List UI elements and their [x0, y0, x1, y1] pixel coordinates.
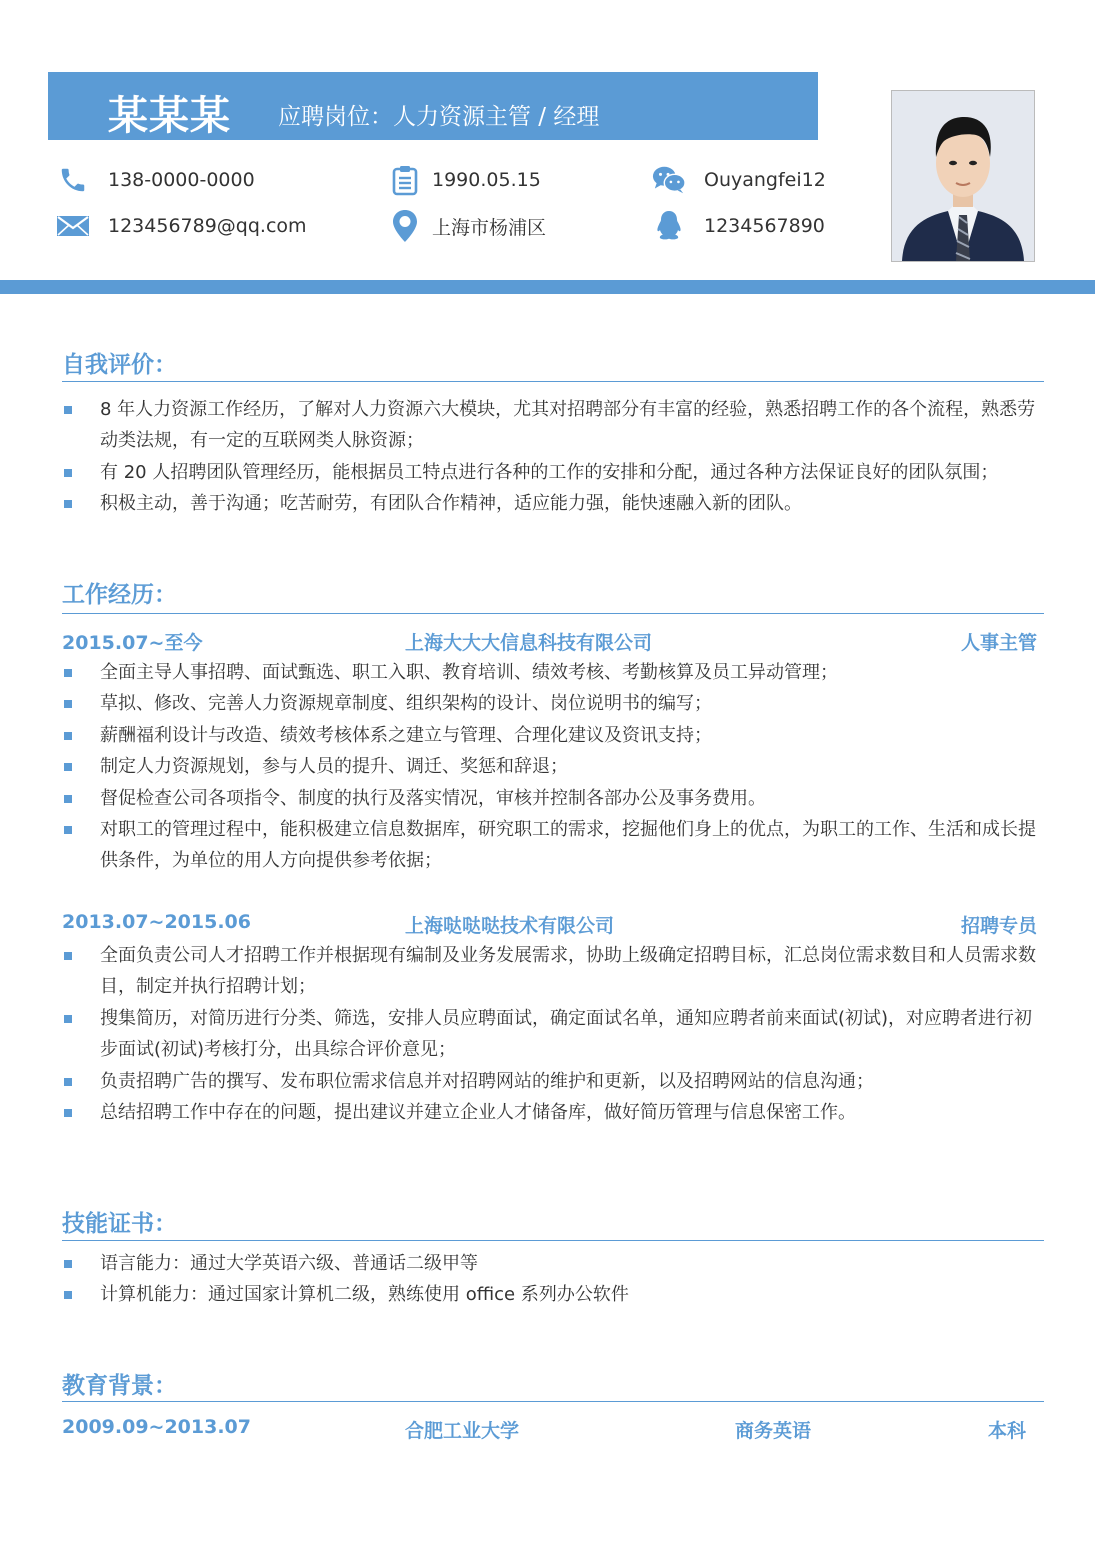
birthday-value: 1990.05.15 — [432, 169, 541, 191]
list-item: 全面主导人事招聘、面试甄选、职工入职、教育培训、绩效考核、考勤核算及员工异动管理； — [62, 657, 1047, 688]
job-1-duties — [62, 657, 1047, 877]
education-row — [62, 1416, 1037, 1442]
section-divider — [62, 613, 1044, 614]
phone-icon — [56, 163, 90, 197]
education-school: 合肥工业大学 — [405, 1420, 520, 1442]
wechat-icon — [652, 163, 686, 197]
skills-list — [62, 1248, 1047, 1311]
job-period: 2013.07~2015.06 — [62, 911, 251, 933]
list-item: 负责招聘广告的撰写、发布职位需求信息并对招聘网站的维护和更新，以及招聘网站的信息沟通； — [62, 1066, 1047, 1097]
list-item: 总结招聘工作中存在的问题，提出建议并建立企业人才储备库，做好简历管理与信息保密工作。 — [62, 1097, 1047, 1128]
list-item: 有 20 人招聘团队管理经历，能根据员工特点进行各种的工作的安排和分配，通过各种方法保证良好的团队氛围； — [62, 457, 1047, 488]
section-title-work-experience: 工作经历： — [62, 582, 177, 608]
mail-icon — [56, 209, 90, 243]
section-title-self-evaluation: 自我评价： — [62, 352, 177, 378]
contact-location — [388, 209, 546, 243]
applied-position: 应聘岗位：人力资源主管 / 经理 — [278, 104, 600, 130]
contact-email — [56, 209, 307, 243]
list-item: 全面负责公司人才招聘工作并根据现有编制及业务发展需求，协助上级确定招聘目标，汇总岗位需求数目和人员需求数目，制定并执行招聘计划； — [62, 940, 1047, 1003]
list-item: 对职工的管理过程中，能积极建立信息数据库，研究职工的需求，挖掘他们身上的优点，为职工的工作、生活和成长提供条件，为单位的用人方向提供参考依据； — [62, 814, 1047, 877]
candidate-name: 某某某 — [108, 93, 231, 139]
contact-wechat — [652, 163, 826, 197]
job-header-1 — [62, 628, 1037, 654]
job-period: 2015.07~至今 — [62, 632, 203, 654]
list-item: 积极主动，善于沟通；吃苦耐劳，有团队合作精神，适应能力强，能快速融入新的团队。 — [62, 488, 1047, 519]
email-value: 123456789@qq.com — [108, 215, 307, 237]
list-item: 搜集简历，对简历进行分类、筛选，安排人员应聘面试，确定面试名单，通知应聘者前来面试(初试)，对应聘者进行初步面试(初试)考核打分，出具综合评价意见； — [62, 1003, 1047, 1066]
list-item: 草拟、修改、完善人力资源规章制度、组织架构的设计、岗位说明书的编写； — [62, 688, 1047, 719]
location-pin-icon — [388, 209, 422, 243]
list-item: 督促检查公司各项指令、制度的执行及落实情况，审核并控制各部办公及事务费用。 — [62, 783, 1047, 814]
list-item: 制定人力资源规划，参与人员的提升、调迁、奖惩和辞退； — [62, 751, 1047, 782]
contact-phone — [56, 163, 255, 197]
qq-value: 1234567890 — [704, 215, 825, 237]
contact-qq — [652, 209, 825, 243]
section-divider — [62, 1401, 1044, 1402]
job-company: 上海大大大信息科技有限公司 — [405, 632, 653, 654]
list-item: 薪酬福利设计与改造、绩效考核体系之建立与管理、合理化建议及资讯支持； — [62, 720, 1047, 751]
job-2-duties — [62, 940, 1047, 1128]
qq-penguin-icon — [652, 209, 686, 243]
job-header-2 — [62, 911, 1037, 937]
list-item: 计算机能力：通过国家计算机二级，熟练使用 office 系列办公软件 — [62, 1279, 1047, 1310]
profile-photo — [891, 90, 1035, 262]
self-evaluation-list — [62, 394, 1047, 520]
education-period: 2009.09~2013.07 — [62, 1416, 251, 1438]
job-role: 人事主管 — [960, 632, 1037, 654]
phone-value: 138-0000-0000 — [108, 169, 255, 191]
calendar-icon — [388, 163, 422, 197]
section-divider — [62, 381, 1044, 382]
list-item: 8 年人力资源工作经历，了解对人力资源六大模块，尤其对招聘部分有丰富的经验，熟悉招聘工作的各个流程，熟悉劳动类法规，有一定的互联网类人脉资源； — [62, 394, 1047, 457]
education-degree: 本科 — [987, 1420, 1026, 1442]
job-role: 招聘专员 — [960, 915, 1037, 937]
location-value: 上海市杨浦区 — [432, 216, 547, 239]
wechat-value: Ouyangfei12 — [704, 169, 826, 191]
list-item: 语言能力：通过大学英语六级、普通话二级甲等 — [62, 1248, 1047, 1279]
section-title-education: 教育背景： — [62, 1373, 177, 1399]
section-divider — [62, 1240, 1044, 1241]
person-portrait-icon — [892, 91, 1034, 261]
section-title-skills: 技能证书： — [62, 1211, 177, 1237]
education-major: 商务英语 — [735, 1420, 812, 1442]
job-company: 上海哒哒哒技术有限公司 — [405, 915, 615, 937]
header-divider-bar — [0, 280, 1095, 294]
contact-birthday — [388, 163, 541, 197]
